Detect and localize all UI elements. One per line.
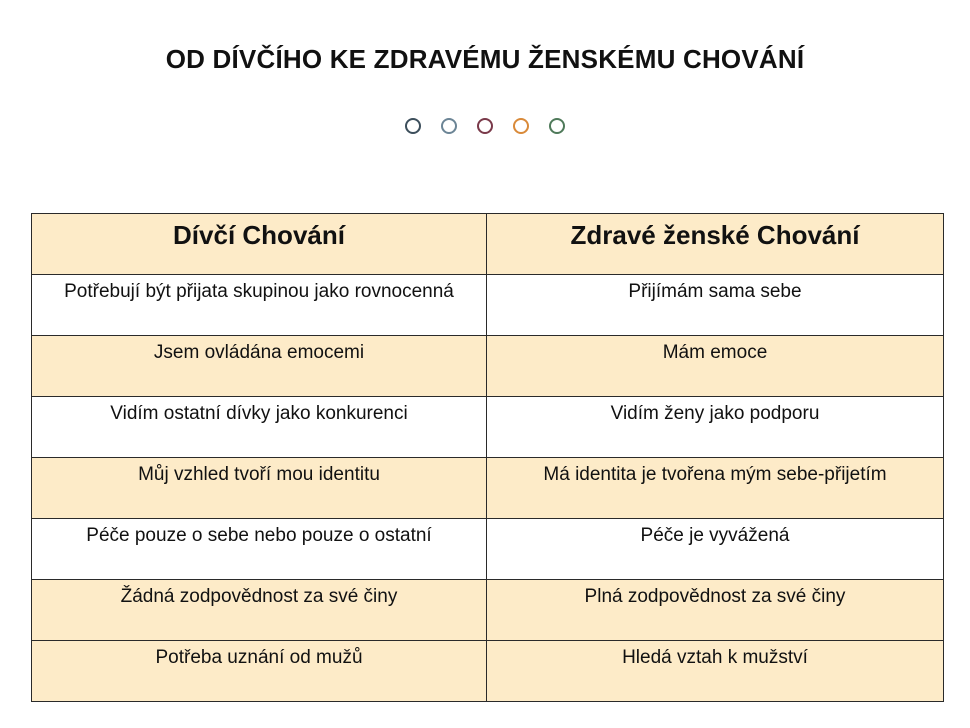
table-row	[32, 580, 944, 641]
circle-icon	[405, 118, 421, 134]
table-row	[32, 275, 944, 336]
circle-icon	[549, 118, 565, 134]
column-header-healthy: Zdravé ženské Chování	[487, 214, 944, 275]
table-row	[32, 458, 944, 519]
healthy-behavior-cell: Plná zodpovědnost za své činy	[487, 580, 944, 641]
girlish-behavior-cell: Vidím ostatní dívky jako konkurenci	[32, 397, 487, 458]
girlish-behavior-cell: Můj vzhled tvoří mou identitu	[32, 458, 487, 519]
healthy-behavior-cell: Má identita je tvořena mým sebe-přijetím	[487, 458, 944, 519]
decorative-dots	[0, 118, 970, 134]
girlish-behavior-cell: Potřeba uznání od mužů	[32, 641, 487, 702]
healthy-behavior-cell: Přijímám sama sebe	[487, 275, 944, 336]
table-header-row	[32, 214, 944, 275]
column-header-girlish: Dívčí Chování	[32, 214, 487, 275]
healthy-behavior-cell: Péče je vyvážená	[487, 519, 944, 580]
page-title: OD DÍVČÍHO KE ZDRAVÉMU ŽENSKÉMU CHOVÁNÍ	[165, 44, 805, 74]
table-row	[32, 397, 944, 458]
girlish-behavior-cell: Péče pouze o sebe nebo pouze o ostatní	[32, 519, 487, 580]
table-row	[32, 641, 944, 702]
healthy-behavior-cell: Hledá vztah k mužství	[487, 641, 944, 702]
circle-icon	[513, 118, 529, 134]
girlish-behavior-cell: Žádná zodpovědnost za své činy	[32, 580, 487, 641]
behavior-comparison-table	[31, 213, 944, 702]
healthy-behavior-cell: Mám emoce	[487, 336, 944, 397]
girlish-behavior-cell: Jsem ovládána emocemi	[32, 336, 487, 397]
circle-icon	[477, 118, 493, 134]
girlish-behavior-cell: Potřebují být přijata skupinou jako rovnocenná	[32, 275, 487, 336]
circle-icon	[441, 118, 457, 134]
healthy-behavior-cell: Vidím ženy jako podporu	[487, 397, 944, 458]
table-row	[32, 519, 944, 580]
table-row	[32, 336, 944, 397]
